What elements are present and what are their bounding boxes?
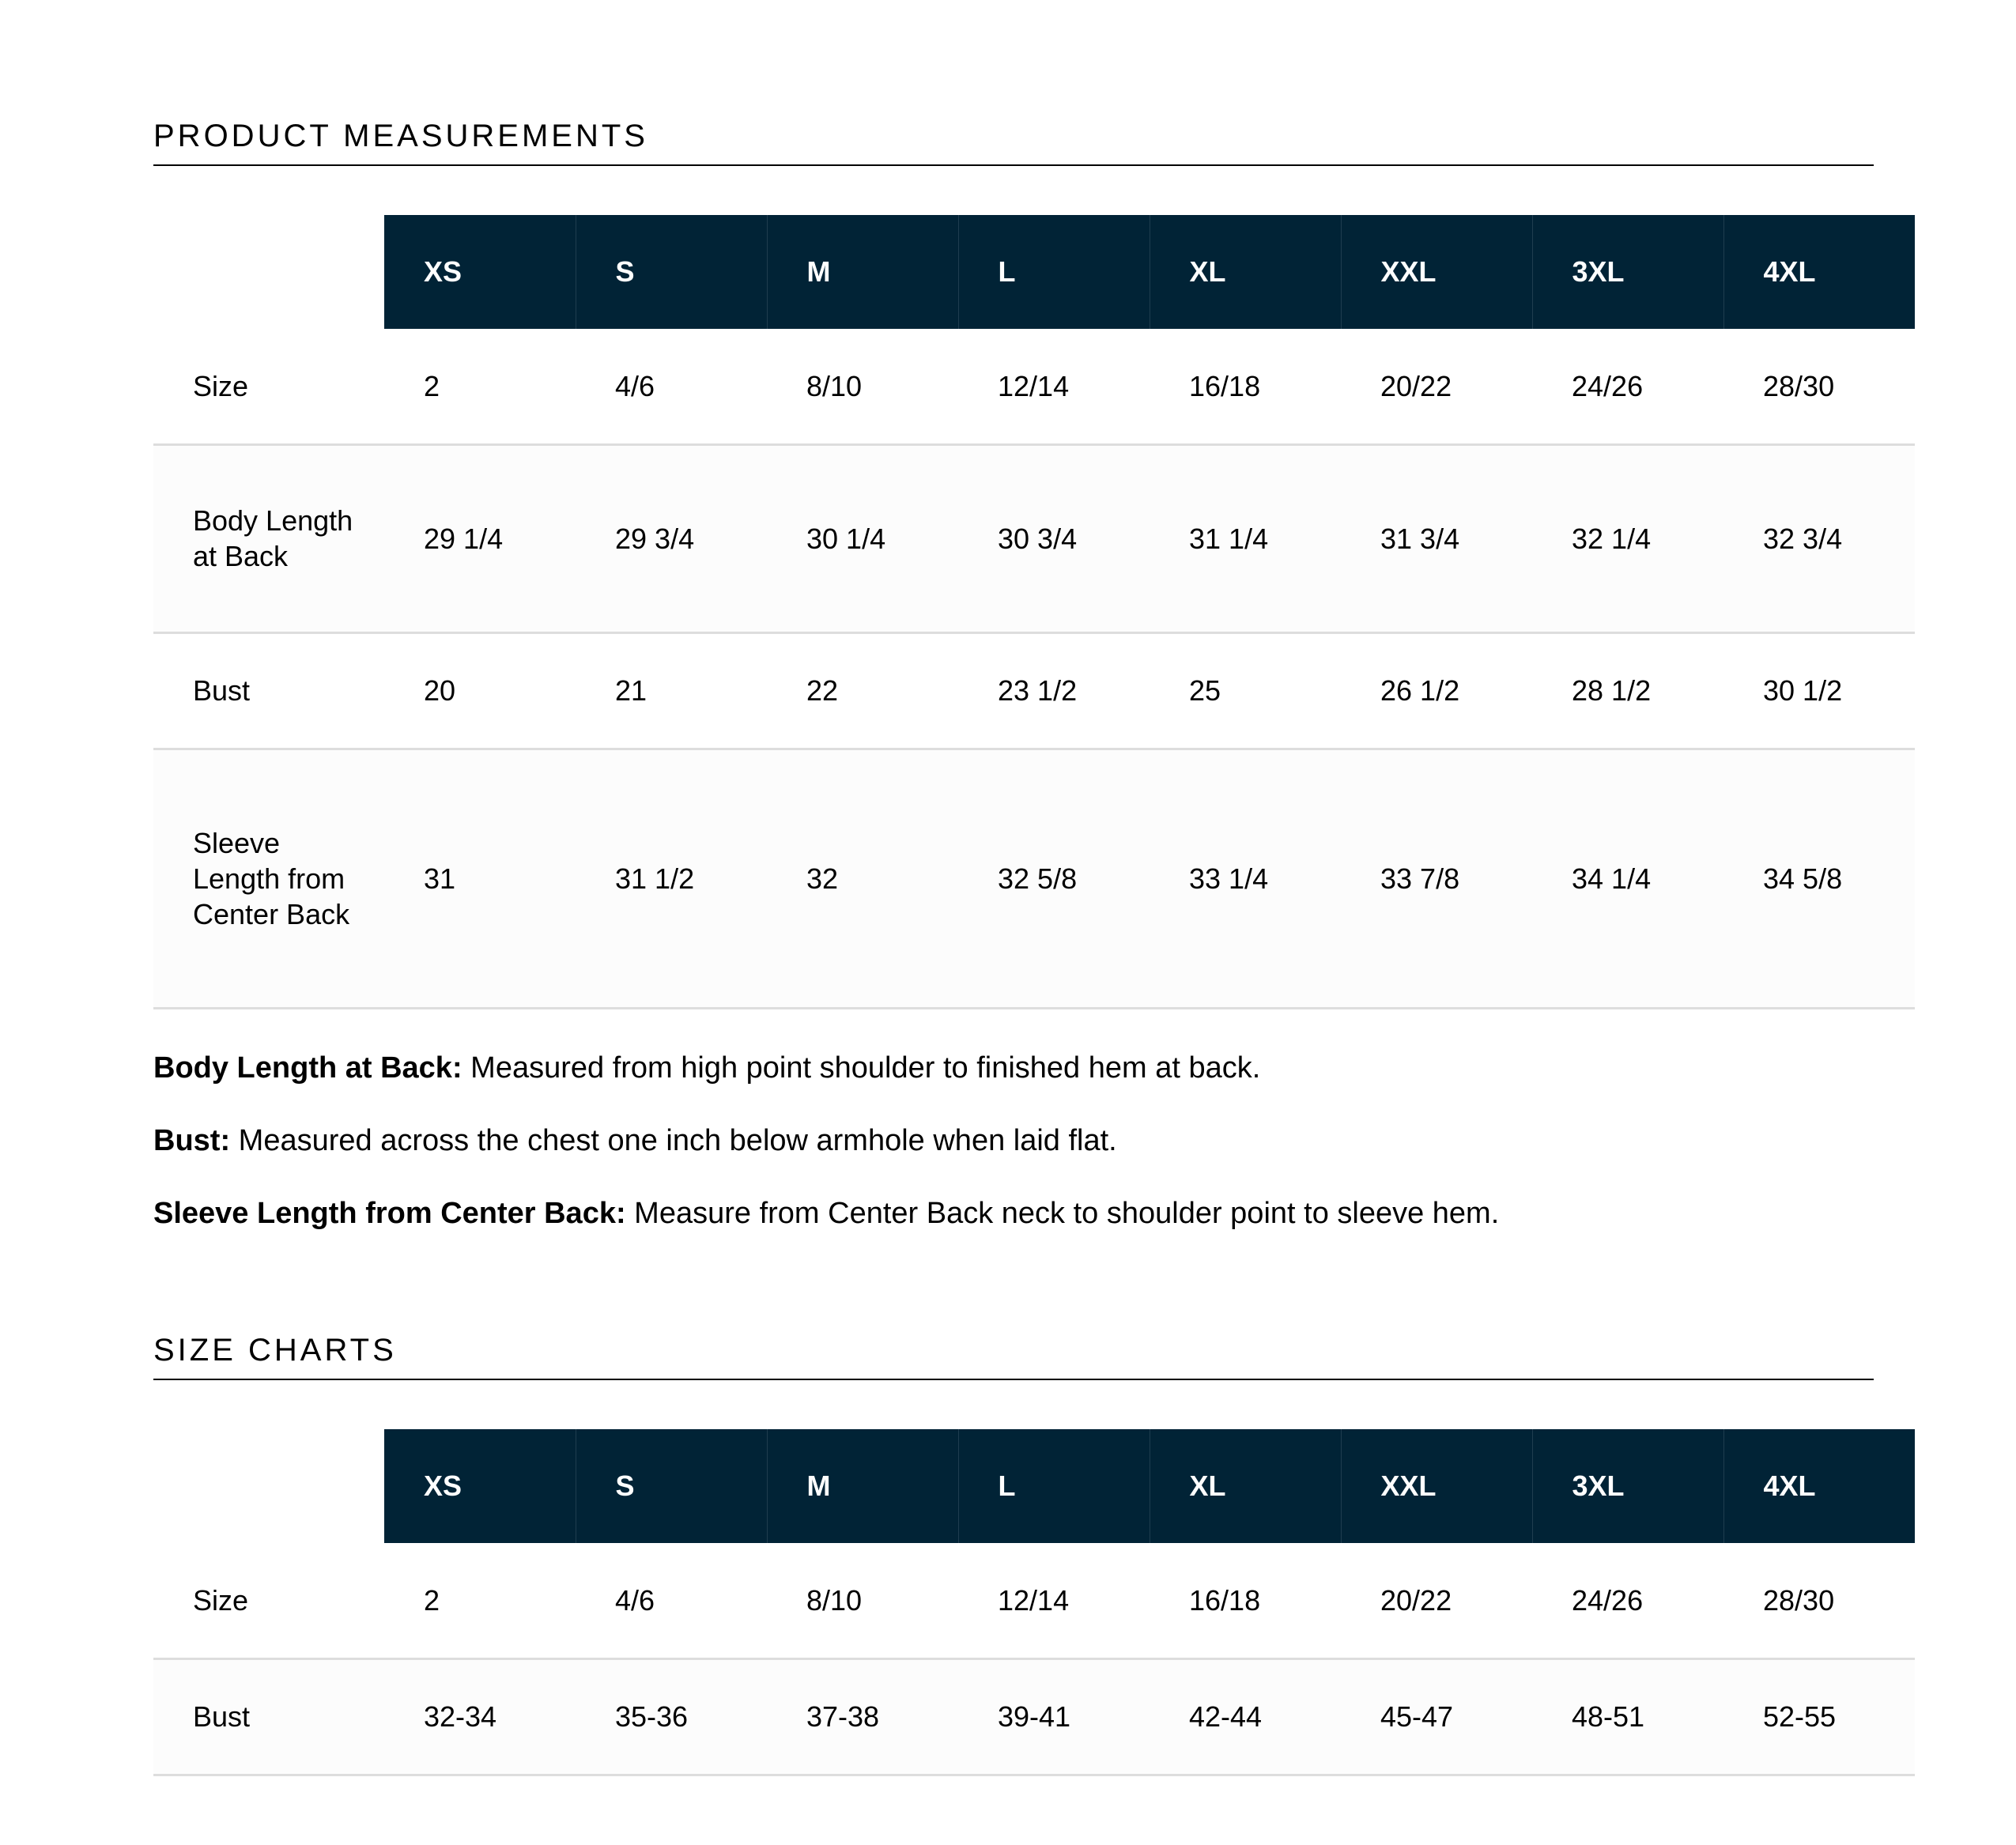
table-cell: 32 1/4	[1532, 444, 1723, 632]
note-term: Bust:	[153, 1124, 231, 1157]
table-cell: 34 1/4	[1532, 749, 1723, 1008]
note-bust	[153, 1122, 1893, 1194]
product-measurements-title: PRODUCT MEASUREMENTS	[153, 117, 1874, 166]
table-cell: 39-41	[958, 1658, 1150, 1775]
table-cell: 25	[1150, 632, 1341, 749]
table-row	[153, 749, 1915, 1008]
table-cell: 20/22	[1341, 329, 1532, 444]
table-cell: 22	[767, 632, 958, 749]
header-cell: 3XL	[1532, 1429, 1723, 1543]
table-cell: 42-44	[1150, 1658, 1341, 1775]
table-cell: 28/30	[1723, 1543, 1915, 1658]
table-row	[153, 329, 1915, 444]
header-cell: M	[767, 215, 958, 329]
table-cell: 2	[384, 1543, 576, 1658]
header-cell: XS	[384, 1429, 576, 1543]
table-row	[153, 444, 1915, 632]
header-cell: XXL	[1341, 1429, 1532, 1543]
table-cell: 33 7/8	[1341, 749, 1532, 1008]
note-text: Measured from high point shoulder to finished hem at back.	[462, 1051, 1261, 1085]
note-sleeve-length	[153, 1194, 1893, 1267]
table-row	[153, 1543, 1915, 1658]
header-cell: M	[767, 1429, 958, 1543]
header-cell: L	[958, 1429, 1150, 1543]
table-cell: 28 1/2	[1532, 632, 1723, 749]
table-cell: 23 1/2	[958, 632, 1150, 749]
table-cell: 30 1/4	[767, 444, 958, 632]
header-corner-cell	[153, 1429, 384, 1543]
header-cell: XXL	[1341, 215, 1532, 329]
note-body-length	[153, 1049, 1893, 1122]
table-cell: 31	[384, 749, 576, 1008]
table-cell: 2	[384, 329, 576, 444]
table-cell: 4/6	[576, 329, 767, 444]
row-label: Bust	[153, 1658, 384, 1775]
table-cell: 30 3/4	[958, 444, 1150, 632]
table-cell: 20	[384, 632, 576, 749]
table-cell: 16/18	[1150, 1543, 1341, 1658]
header-cell: XS	[384, 215, 576, 329]
table-cell: 52-55	[1723, 1658, 1915, 1775]
table-cell: 4/6	[576, 1543, 767, 1658]
table-cell: 32 3/4	[1723, 444, 1915, 632]
table-cell: 32-34	[384, 1658, 576, 1775]
table-cell: 37-38	[767, 1658, 958, 1775]
table-cell: 34 5/8	[1723, 749, 1915, 1008]
note-term: Sleeve Length from Center Back:	[153, 1197, 626, 1230]
row-label: Size	[153, 329, 384, 444]
header-cell: 4XL	[1723, 1429, 1915, 1543]
header-cell: 3XL	[1532, 215, 1723, 329]
header-cell: S	[576, 1429, 767, 1543]
table-row	[153, 632, 1915, 749]
table-cell: 24/26	[1532, 329, 1723, 444]
row-label: Body Length at Back	[153, 444, 384, 632]
table-cell: 29 3/4	[576, 444, 767, 632]
header-cell: S	[576, 215, 767, 329]
table-cell: 35-36	[576, 1658, 767, 1775]
size-charts-table	[153, 1429, 1915, 1776]
table-cell: 8/10	[767, 329, 958, 444]
header-cell: XL	[1150, 215, 1341, 329]
table-cell: 16/18	[1150, 329, 1341, 444]
header-cell: XL	[1150, 1429, 1341, 1543]
table-cell: 24/26	[1532, 1543, 1723, 1658]
table-cell: 48-51	[1532, 1658, 1723, 1775]
table-header-row	[153, 1429, 1915, 1543]
table-header-row	[153, 215, 1915, 329]
header-corner-cell	[153, 215, 384, 329]
table-cell: 33 1/4	[1150, 749, 1341, 1008]
header-cell: L	[958, 215, 1150, 329]
table-cell: 29 1/4	[384, 444, 576, 632]
table-cell: 8/10	[767, 1543, 958, 1658]
table-cell: 21	[576, 632, 767, 749]
table-cell: 30 1/2	[1723, 632, 1915, 749]
table-cell: 20/22	[1341, 1543, 1532, 1658]
table-cell: 26 1/2	[1341, 632, 1532, 749]
table-cell: 31 3/4	[1341, 444, 1532, 632]
row-label: Size	[153, 1543, 384, 1658]
note-text: Measured across the chest one inch below armhole when laid flat.	[230, 1124, 1117, 1157]
table-cell: 12/14	[958, 1543, 1150, 1658]
table-cell: 32	[767, 749, 958, 1008]
table-row	[153, 1658, 1915, 1775]
table-cell: 31 1/2	[576, 749, 767, 1008]
product-measurements-table	[153, 215, 1915, 1009]
size-charts-title: SIZE CHARTS	[153, 1331, 1874, 1380]
header-cell: 4XL	[1723, 215, 1915, 329]
note-term: Body Length at Back:	[153, 1051, 462, 1085]
row-label: Sleeve Length from Center Back	[153, 749, 384, 1008]
row-label: Bust	[153, 632, 384, 749]
table-cell: 12/14	[958, 329, 1150, 444]
measurement-notes	[153, 1049, 1893, 1267]
note-text: Measure from Center Back neck to shoulder point to sleeve hem.	[625, 1197, 1500, 1230]
table-cell: 32 5/8	[958, 749, 1150, 1008]
table-cell: 28/30	[1723, 329, 1915, 444]
table-cell: 45-47	[1341, 1658, 1532, 1775]
table-cell: 31 1/4	[1150, 444, 1341, 632]
